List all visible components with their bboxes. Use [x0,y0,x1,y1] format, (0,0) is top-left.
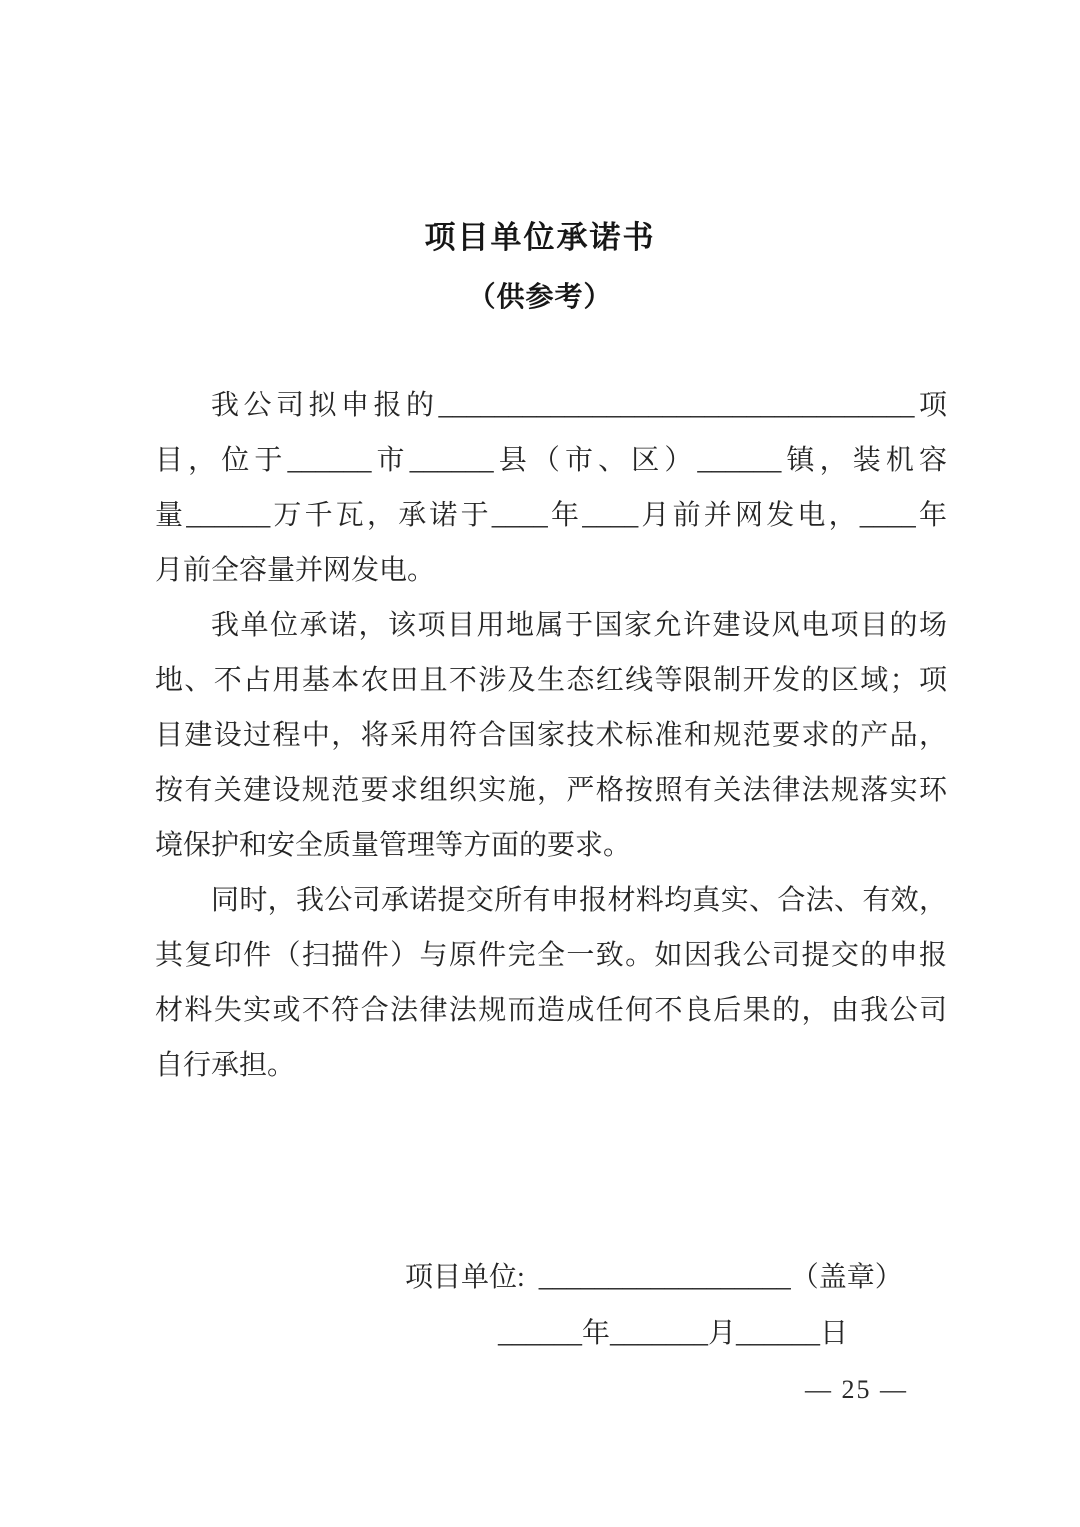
document-title: 项目单位承诺书 [424,220,656,255]
body-line-8: 按有关建设规范要求组织实施，严格按照有关法律法规落实环 [155,775,947,806]
body-line-11: 其复印件（扫描件）与原件完全一致。如因我公司提交的申报 [155,940,947,971]
body-line-12: 材料失实或不符合法律法规而造成任何不良后果的，由我公司 [155,995,947,1026]
page-number: — 25 — [805,1375,908,1404]
document-subtitle: （供参考） [467,281,613,312]
body-line-13: 自行承担。 [155,1050,296,1081]
body-line-5: 我单位承诺，该项目用地属于国家允许建设风电项目的场 [211,610,947,641]
body-line-7: 目建设过程中，将采用符合国家技术标准和规范要求的产品， [155,720,947,751]
body-line-9: 境保护和安全质量管理等方面的要求。 [155,830,632,861]
body-line-10: 同时，我公司承诺提交所有申报材料均真实、合法、有效， [211,885,947,916]
body-line-6: 地、不占用基本农田且不涉及生态红线等限制开发的区域；项 [155,665,947,696]
signature-unit-line: 项目单位: __________________（盖章） [405,1262,903,1293]
body-line-1: 我公司拟申报的__________________________________项 [211,390,947,421]
body-line-4: 月前全容量并网发电。 [155,555,436,586]
body-line-2: 目，位于______市______县（市、区）______镇，装机容 [155,445,947,476]
body-line-3: 量______万千瓦，承诺于____年____月前并网发电，____年 [155,500,947,531]
document-body [155,378,947,1093]
signature-date-line: ______年_______月______日 [498,1318,849,1349]
